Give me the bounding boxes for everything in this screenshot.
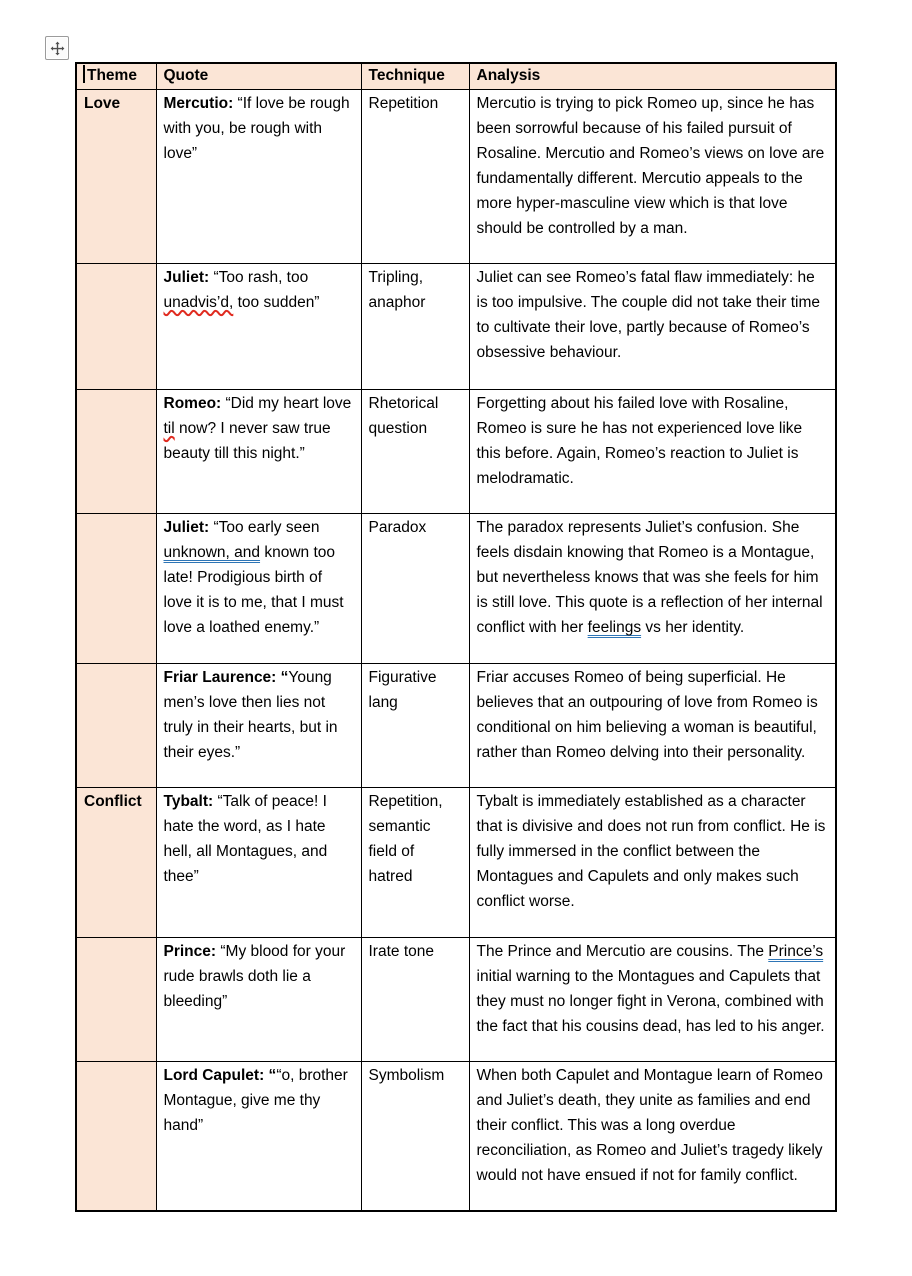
analysis-cell[interactable]: The paradox represents Juliet’s confusion. She feels disdain knowing that Romeo is a Montague, but nevertheless knows that was she feels for him is still love. This quote is a reflection of her internal conflict with her feelings vs her identity. (469, 513, 836, 663)
technique-cell[interactable]: Irate tone (361, 937, 469, 1061)
header-theme[interactable] (76, 63, 156, 89)
text-cursor (83, 65, 85, 83)
analysis-cell[interactable]: Juliet can see Romeo’s fatal flaw immediately: he is too impulsive. The couple did not take their time to cultivate their love, partly because of Romeo’s obsessive behaviour. (469, 263, 836, 389)
table-row (76, 937, 836, 1061)
technique-cell[interactable]: Tripling, anaphor (361, 263, 469, 389)
quote-cell[interactable]: Prince: “My blood for your rude brawls doth lie a bleeding” (156, 937, 361, 1061)
quote-cell[interactable]: Tybalt: “Talk of peace! I hate the word, as I hate hell, all Montagues, and thee” (156, 787, 361, 937)
header-quote[interactable] (156, 63, 361, 89)
technique-cell[interactable]: Symbolism (361, 1061, 469, 1211)
table-row (76, 787, 836, 937)
analysis-cell[interactable]: Friar accuses Romeo of being superficial. He believes that an outpouring of love from Romeo is conditional on him believing a woman is beautiful, rather than Romeo delving into their personality. (469, 663, 836, 787)
analysis-cell[interactable]: Tybalt is immediately established as a character that is divisive and does not run from conflict. He is fully immersed in the conflict between the Montagues and Capulets and only makes such conflict worse. (469, 787, 836, 937)
table-row (76, 663, 836, 787)
table-row (76, 513, 836, 663)
header-technique-label: Technique (368, 67, 445, 84)
quote-cell[interactable]: Romeo: “Did my heart love til now? I never saw true beauty till this night.” (156, 389, 361, 513)
quote-cell[interactable]: Mercutio: “If love be rough with you, be rough with love” (156, 89, 361, 263)
quote-cell[interactable]: Juliet: “Too early seen unknown, and known too late! Prodigious birth of love it is to me, that I must love a loathed enemy.” (156, 513, 361, 663)
four-way-move-arrow-icon (50, 41, 65, 56)
analysis-cell[interactable]: When both Capulet and Montague learn of Romeo and Juliet’s death, they unite as families and end their conflict. This was a long overdue reconciliation, as Romeo and Juliet’s tragedy likely would not have ensued if not for family conflict. (469, 1061, 836, 1211)
technique-cell[interactable]: Repetition (361, 89, 469, 263)
theme-cell[interactable] (76, 389, 156, 513)
technique-cell[interactable]: Figurative lang (361, 663, 469, 787)
theme-cell[interactable] (76, 263, 156, 389)
theme-cell[interactable] (76, 513, 156, 663)
theme-cell[interactable] (76, 1061, 156, 1211)
table-row (76, 89, 836, 263)
header-theme-label: Theme (87, 67, 137, 84)
technique-cell[interactable]: Repetition, semantic field of hatred (361, 787, 469, 937)
table-body (76, 89, 836, 1211)
table-row (76, 1061, 836, 1211)
header-technique[interactable] (361, 63, 469, 89)
table-header-row (76, 63, 836, 89)
quote-cell[interactable]: Lord Capulet: ““o, brother Montague, give me thy hand” (156, 1061, 361, 1211)
technique-cell[interactable]: Rhetorical question (361, 389, 469, 513)
header-quote-label: Quote (163, 67, 209, 84)
theme-cell[interactable]: Love (76, 89, 156, 263)
quote-analysis-table (75, 62, 837, 1212)
analysis-cell[interactable]: The Prince and Mercutio are cousins. The Prince’s initial warning to the Montagues and Capulets that they must no longer fight in Verona, combined with the fact that his cousins dead, has led to his anger. (469, 937, 836, 1061)
table-row (76, 389, 836, 513)
theme-cell[interactable] (76, 663, 156, 787)
table-move-handle[interactable] (45, 36, 69, 60)
analysis-cell[interactable]: Forgetting about his failed love with Rosaline, Romeo is sure he has not experienced love like this before. Again, Romeo’s reaction to Juliet is melodramatic. (469, 389, 836, 513)
quote-cell[interactable]: Friar Laurence: “Young men’s love then lies not truly in their hearts, but in their eyes.” (156, 663, 361, 787)
quote-cell[interactable]: Juliet: “Too rash, too unadvis’d, too sudden” (156, 263, 361, 389)
header-analysis-label: Analysis (476, 67, 541, 84)
analysis-cell[interactable]: Mercutio is trying to pick Romeo up, since he has been sorrowful because of his failed pursuit of Rosaline. Mercutio and Romeo’s views on love are fundamentally different. Mercutio appeals to the more hyper-masculine view which is that love should be controlled by a man. (469, 89, 836, 263)
technique-cell[interactable]: Paradox (361, 513, 469, 663)
header-analysis[interactable] (469, 63, 836, 89)
table-row (76, 263, 836, 389)
theme-cell[interactable]: Conflict (76, 787, 156, 937)
theme-cell[interactable] (76, 937, 156, 1061)
